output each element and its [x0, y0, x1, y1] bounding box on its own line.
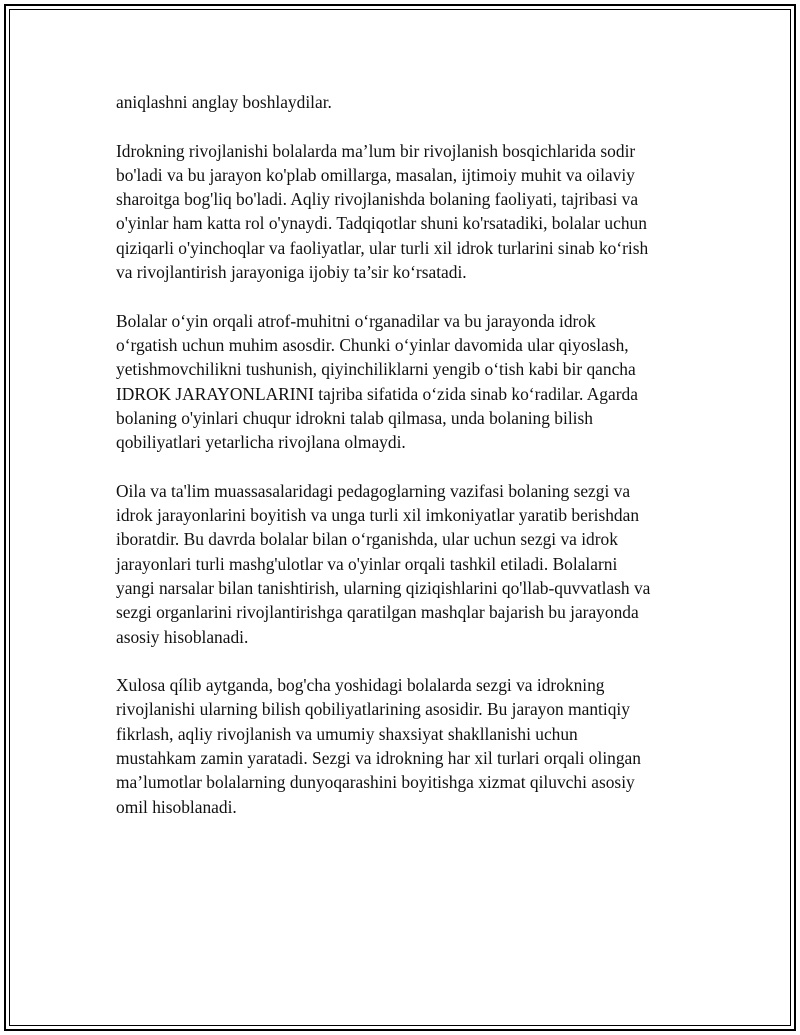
paragraph-learning-through-play: Bolalar o‘yin orqali atrof-muhitni o‘rganadilar va bu jarayonda idrok o‘rgatish uchun muhim asosdir. Chunki o‘yinlar davomida ular qiyoslash, yetishmovchilikni tushunish, qiyinchiliklarni yengib o‘tish kabi bir qancha IDROK JARAYONLARINI tajriba sifatida o‘zida sinab ko‘radilar. Agarda bolaning o'yinlari chuqur idrokni talab qilmasa, unda bolaning bilish qobiliyatlari yetarlicha rivojlana olmaydi.	[116, 310, 638, 453]
document-body	[116, 90, 696, 843]
paragraph-conclusion: Xulosa qílib aytganda, bog'cha yoshidagi bolalarda sezgi va idrokning rivojlanishi ularning bilish qobiliyatlarining asosidir. Bu jarayon mantiqiy fikrlash, aqliy rivojlanish va umumiy shaxsiyat shakllanishi uchun mustahkam zamin yaratadi. Sezgi va idrokning har xil turlari orqali olingan ma’lumotlar bolalarning dunyoqarashini boyitishga xizmat qiluvchi asosiy omil hisoblanadi.	[116, 675, 641, 817]
paragraph-educators-role: Oila va ta'lim muassasalaridagi pedagoglarning vazifasi bolaning sezgi va idrok jarayonlarini boyitish va unga turli xil imkoniyatlar yaratib berishdan iboratdir. Bu davrda bolalar bilan o‘rganishda, ular uchun sezgi va idrok jarayonlari turli mashg'ulotlar va o'yinlar orqali tashkil etiladi. Bolalarni yangi narsalar bilan tanishtirish, ularning qiziqishlarini qo'llab-quvvatlash va sezgi organlarini rivojlantirishga qaratilgan mashqlar bajarish bu jarayonda asosiy hisoblanadi.	[116, 480, 651, 647]
paragraph-continuation: aniqlashni anglay boshlaydilar.	[116, 92, 332, 112]
paragraph-perception-development: Idrokning rivojlanishi bolalarda ma’lum bir rivojlanish bosqichlarida sodir bo'ladi va bu jarayon ko'plab omillarga, masalan, ijtimoiy muhit va oilaviy sharoitga bog'liq bo'ladi. Aqliy rivojlanishda bolaning faoliyati, tajribasi va o'yinlar ham katta rol o'ynaydi. Tadqiqotlar shuni ko'rsatadiki, bolalar uchun qiziqarli o'yinchoqlar va faoliyatlar, ular turli xil idrok turlarini sinab ko‘rish va rivojlantirish jarayoniga ijobiy ta’sir ko‘rsatadi.	[116, 140, 649, 283]
